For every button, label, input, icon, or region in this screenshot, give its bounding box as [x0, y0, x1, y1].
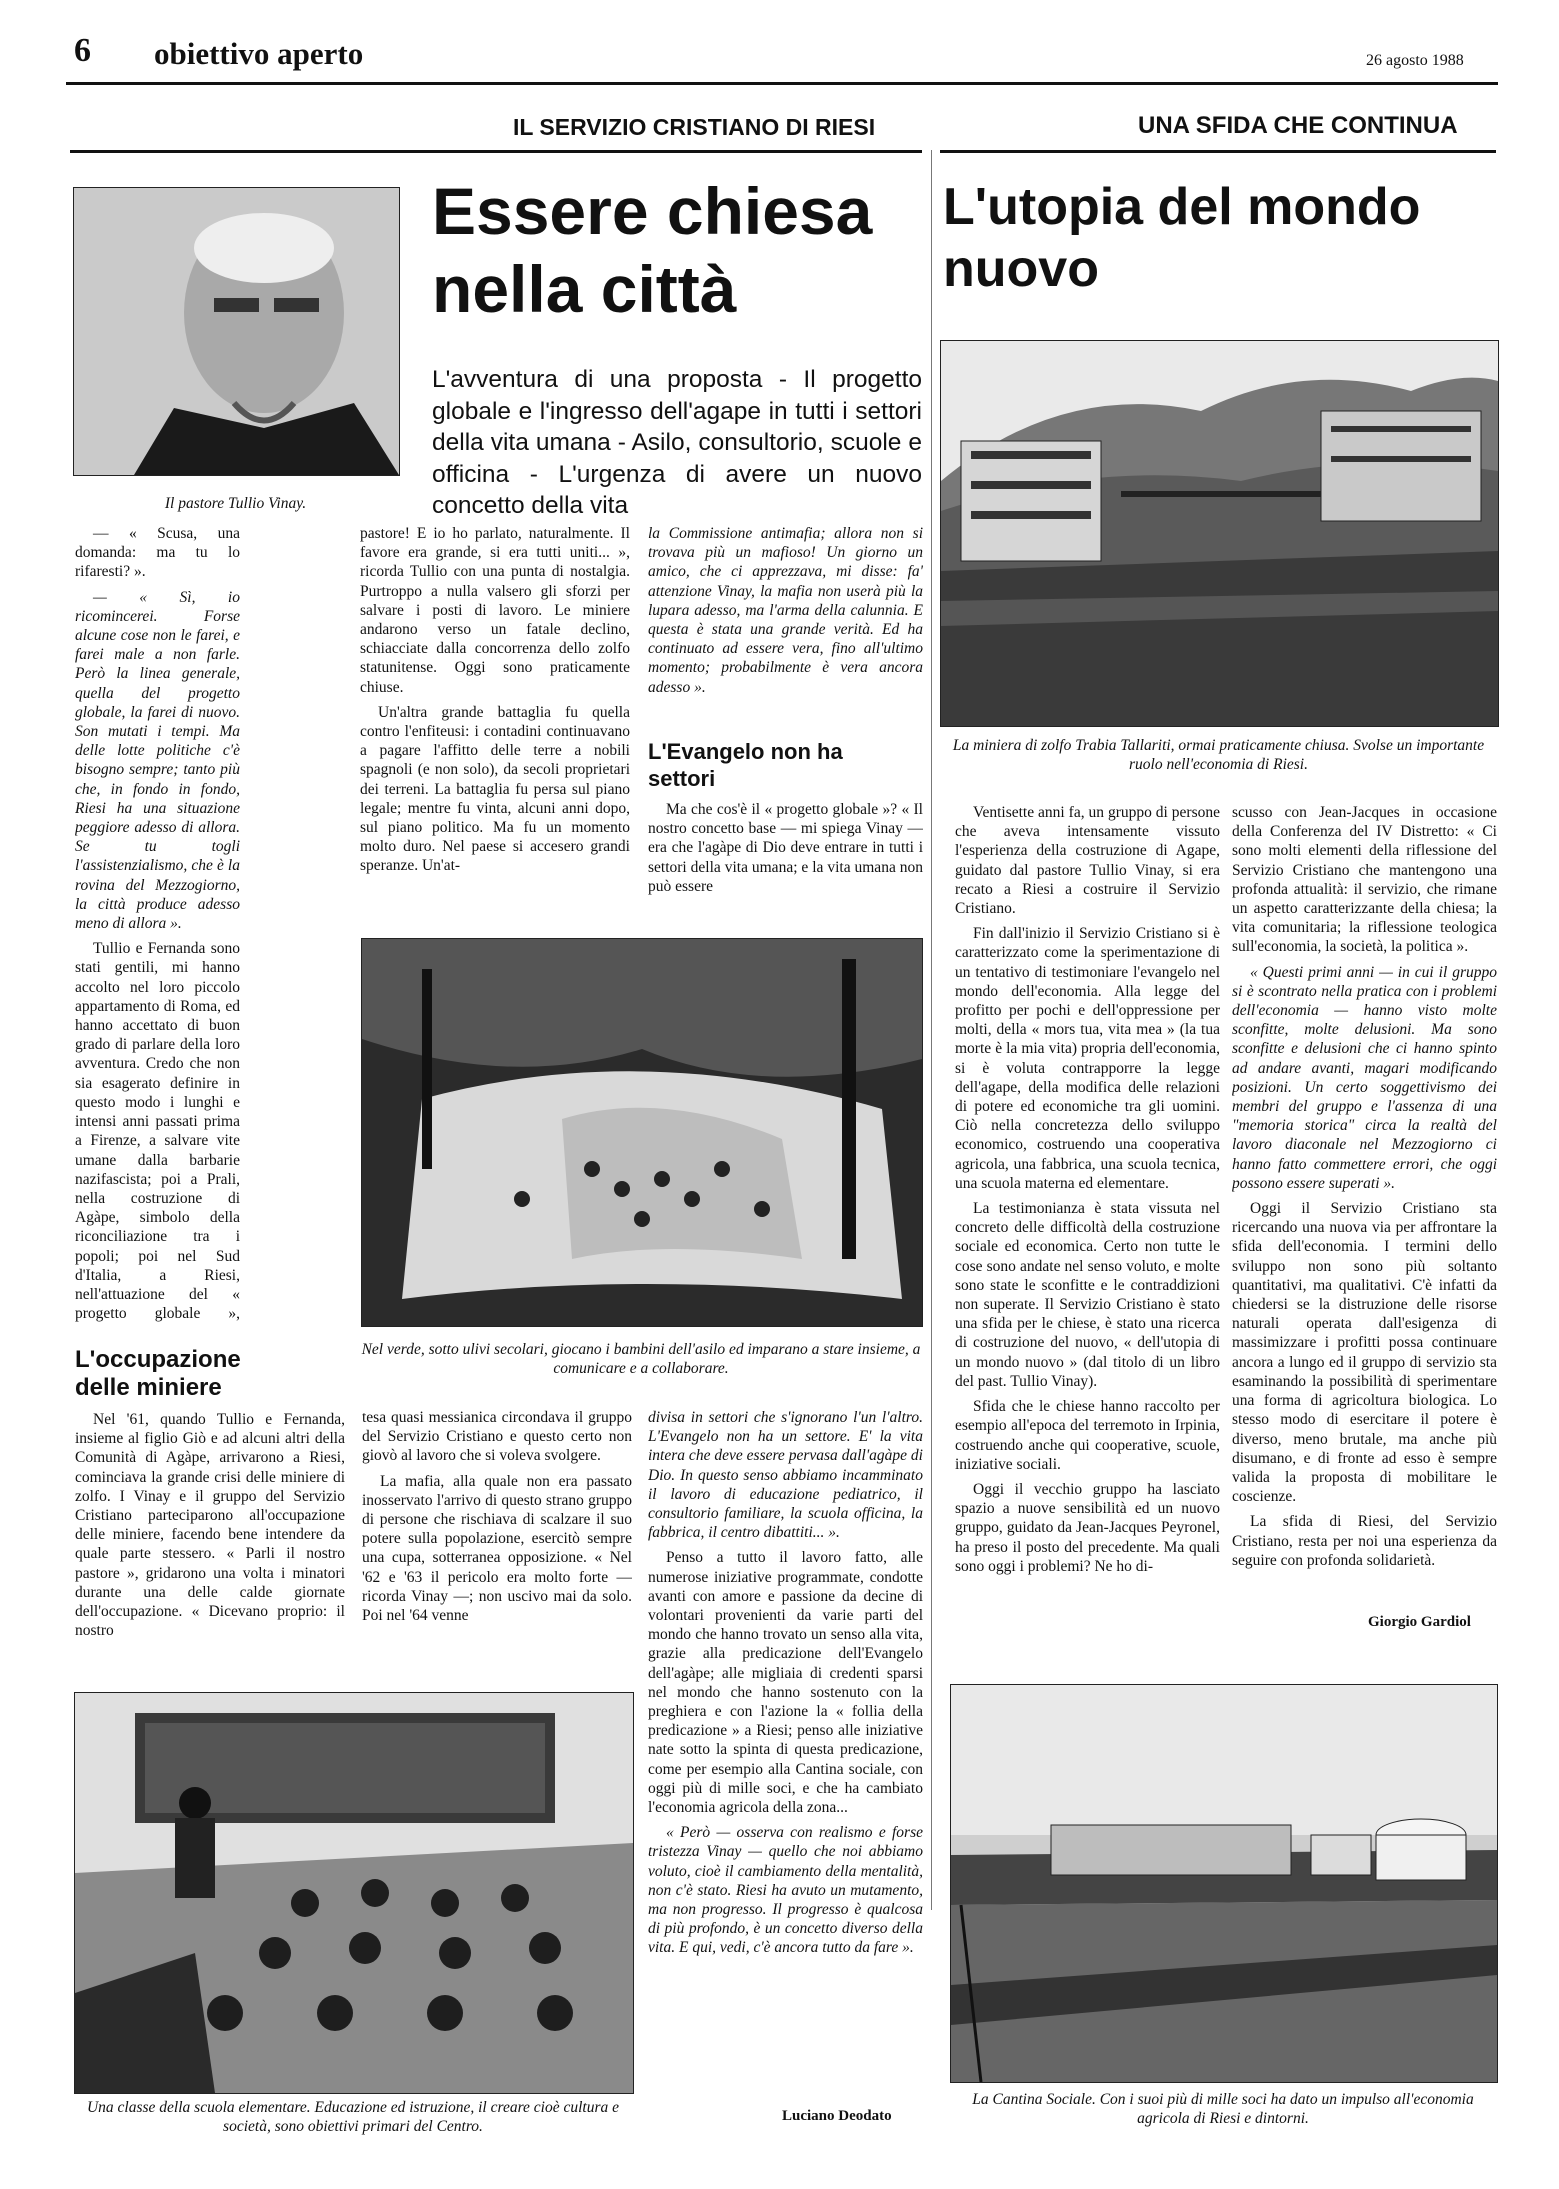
article2-headline: L'utopia del mondo nuovo	[943, 178, 1421, 298]
article2-column-1: Ventisette anni fa, un gruppo di persone che aveva intensamente vissuto l'esperienza della costruzione di Agape, guidato dal pastore Tullio Vinay, si era recato a Riesi a costruire il Servizio Cristiano. Fin dall'inizio il Servizio Cristiano si è caratterizzato come la sperimentazione di un tentativo di testimoniare l'evangelo nel mondo dell'economia. Alla legge del profitto per pochi e dell'oppressione per molti, della « mors tua, vita mea » (la tua morte è la mia vita) propria dell'economia, si è voluta contrapporre la legge dell'agape, della modifica delle relazioni di potere ed economiche tra gli uomini. Ciò nella concretezza dello sviluppo economico, costruendo una cooperativa agricola, una fabbrica, una scuola tecnica, una scuola materna ed elementare. La testimonianza è stata vissuta nel concreto delle difficoltà della costruzione sociale ed economica. Certo non tutte le cose sono andate nel senso voluto, e molte sono state le sconfitte e le contraddizioni non superate. Il Servizio Cristiano è stato una sfida per le chiese, è stato una ricerca di costruzione del nuovo, « dell'utopia di un mondo nuovo » (dal titolo di un libro del past. Tullio Vinay). Sfida che le chiese hanno raccolto per esempio all'epoca del terremoto in Irpinia, costruendo anche qui cooperative, scuole, iniziative sociali. Oggi il vecchio gruppo ha lasciato spazio a nuove sensibilità ed un nuovo gruppo, guidato da Jean-Jacques Peyronel, ha preso il posto del precedente. Ma quali sono oggi i problemi? Ne ho di-	[955, 804, 1220, 1575]
column-divider	[931, 150, 932, 1910]
article1-standfirst: L'avventura di una proposta - Il progetto globale e l'ingresso dell'agape in tutti i settori della vita umana - Asilo, consultorio, scuole e officina - L'urgenza di avere un nuovo concetto della vita	[432, 366, 922, 519]
header-rule	[66, 82, 1498, 85]
subhead-evangelo: L'Evangelo non ha settori	[648, 739, 843, 791]
portrait-caption: Il pastore Tullio Vinay.	[164, 495, 307, 512]
kindergarten-photo	[361, 938, 923, 1327]
classroom-photo	[74, 1692, 634, 2094]
article1-column-1b: Nel '61, quando Tullio e Fernanda, insieme al figlio Giò e ad alcuni altri della Comunità di Agàpe, arrivarono a Riesi, cominciava la grande crisi delle miniere di zolfo. I Vinay e il gruppo del Servizio Cristiano parteciparono all'occupazione delle miniere, facendo bene intendere da quale parte stessero. « Parli il nostro pastore », gridarono una volta i minatori durante una delle calde giornate dell'occupazione. « Dicevano proprio: il nostro	[75, 1411, 345, 1640]
article1-headline: Essere chiesa nella città	[432, 174, 873, 326]
classroom-photo-caption: Una classe della scuola elementare. Educazione ed istruzione, il creare cioè cultura e società, sono obiettivi primari del Centro.	[86, 2099, 620, 2135]
mine-photo	[940, 340, 1499, 727]
article1-column-1: — « Scusa, una domanda: ma tu lo rifaresti? ». — « Sì, io ricomincerei. Forse alcune cose non le farei, e farei male a non farle. Però la linea generale, quella del progetto globale, la farei di nuovo. Son mutati i tempi. Ma delle lotte politiche c'è bisogno sempre; tanto più che, in fondo in fondo, Riesi ha una situazione peggiore adesso di allora. Se tu togli l'assistenzialismo, che è la rovina del Mezzogiorno, la città produce adesso meno di allora ». Tullio e Fernanda sono stati gentili, mi hanno accolto nel loro piccolo appartamento di Roma, ed hanno accettato di buon grado di parlare della loro avventura. Credo che non sia esagerato definire in questo modo i lunghi e intensi anni passati prima a Firenze, a salvare vite umane dalla barbarie nazifascista; poi a Prali, nella costruzione di Agàpe, simbolo della riconciliazione tra i popoli; poi nel Sud d'Italia, a Riesi, nell'attuazione del « progetto globale »,	[75, 525, 240, 1323]
article1-column-3: la Commissione antimafia; allora non si trovava più un mafioso! Un giorno un amico, che ci apprezzava, mi disse: fa' attenzione Vinay, la mafia non userà più la lupara adesso, ma l'arma della calunnia. E questa è stata una grande verità. Ed ha continuato ad essere vera, fino all'ultimo momento; probabilmente è vera ancora adesso ».	[648, 525, 923, 696]
article1-column-3c: divisa in settori che s'ignorano l'un l'altro. L'Evangelo non ha un settore. E' la vita intera che deve essere pervasa dall'agàpe di Dio. In questo senso abbiamo incamminato il lavoro di educazione pediatrico, il consultorio familiare, la scuola officina, la fabbrica, il centro dibattiti... ». Penso a tutto il lavoro fatto, alle numerose iniziative programmate, condotte avanti con amore e passione da decine di volontari provenienti da varie parti del mondo che hanno trovato un senso alla vita, grazie alla predicazione dell'Evangelo dell'agàpe; alle migliaia di credenti sparsi nel mondo che hanno sostenuto con la preghiera e con l'azione la « follia della predicazione » a Riesi; penso alle iniziative nate sotto la spinta di questa predicazione, come per esempio alla Cantina sociale, con oggi più di mille soci, e che ha cambiato l'economia agricola della zona... « Però — osserva con realismo e forse tristezza Vinay — quello che noi abbiamo voluto, cioè il cambiamento della mentalità, non c'è stato. Riesi ha avuto un mutamento, ma non progresso. Il progresso è qualcosa di più profondo, è un concetto diverso della vita. E qui, vedi, c'è ancora tutto da fare ».	[648, 1409, 923, 1957]
article1-column-2: pastore! E io ho parlato, naturalmente. Il favore era grande, si era tutti uniti... », ricorda Tullio con una punta di nostalgia. Purtroppo a nulla valsero gli sforzi per salvare i posti di lavoro. Le miniere andarono verso un fatale declino, schiacciate dalla concorrenza dello zolfo statunitense. Oggi sono praticamente chiuse. Un'altra grande battaglia fu quella contro l'enfiteusi: i contadini continuavano a pagare l'affitto delle terre a nobili spagnoli (e non solo), da secoli proprietari dei terreni. La battaglia fu persa sul piano legale; mentre fu vinta, alcuni anni dopo, sul piano politico. Ma fu un momento molto duro. Nel paese si accesero grandi speranze. Un'at-	[360, 525, 630, 875]
mine-photo-caption: La miniera di zolfo Trabia Tallariti, ormai praticamente chiusa. Svolse un importante ruolo nell'economia di Riesi.	[952, 737, 1485, 773]
page-number: 6	[74, 32, 91, 69]
publication-name: obiettivo aperto	[154, 36, 364, 71]
article1-column-3b: Ma che cos'è il « progetto globale »? « Il nostro concetto base — mi spiega Vinay — era che l'agàpe di Dio deve entrare in tutti i settori della vita umana; e la vita umana non può essere	[648, 801, 923, 895]
portrait-photo	[73, 187, 400, 476]
winery-photo	[950, 1684, 1498, 2083]
article1-column-2b: tesa quasi messianica circondava il gruppo del Servizio Cristiano e questo certo non giovò al lavoro che si voleva svolgere. La mafia, alla quale non era passato inosservato l'arrivo di questo strano gruppo di persone che rischiava di scalzare il suo potere sulla popolazione, esercitò sempre una cupa, sotterranea opposizione. « Nel '62 e '63 il pericolo era molto forte — ricorda Vinay —; non uscivo mai da solo. Poi nel '64 venne	[362, 1409, 632, 1625]
kicker-rule-left	[70, 150, 922, 153]
author-gardiol: Giorgio Gardiol	[1368, 1614, 1471, 1630]
kindergarten-photo-caption: Nel verde, sotto ulivi secolari, giocano i bambini dell'asilo ed imparano a stare insieme, a comunicare e a collaborare.	[361, 1341, 921, 1377]
author-deodato: Luciano Deodato	[782, 2108, 892, 2124]
subhead-miniere: L'occupazione delle miniere	[75, 1346, 241, 1401]
article2-column-2: scusso con Jean-Jacques in occasione della Conferenza del IV Distretto: « Ci sono molti elementi della riflessione del Servizio Cristiano che mantengono una profonda attualità: il servizio, che rimane un aspetto caratterizzante della chiesa; la vita comunitaria; la riflessione teologica sull'economia, la società, la politica ». « Questi primi anni — in cui il gruppo si è scontrato nella pratica con i problemi dell'economia — hanno visto molte sconfitte, molte delusioni. Ma sono sconfitte e delusioni che ci hanno spinto ad andare avanti, magari modificando posizioni. Un certo soggettivismo dei membri del gruppo e l'assenza di una "memoria storica" circa la realtà del lavoro diaconale nel Mezzogiorno ci hanno fatto commettere errori, che oggi possono essere superati ». Oggi il Servizio Cristiano sta ricercando una nuova via per affrontare la sfida dell'economia. I termini dello sviluppo non sono più soltanto quantitativi, ma qualitativi. C'è infatti da chiedersi se la distruzione delle risorse naturali operata dall'esigenza di massimizzare i profitti possa continuare ancora a lungo ed il gruppo di servizio sta esaminando la possibilità di sperimentare una forma di agricoltura biologica. Lo stesso modo di esercitare il potere è diverso, meno brutale, ma anche più disumano, e di fronte ad esso è sempre valida la proposta di mobilitare le coscienze. La sfida di Riesi, del Servizio Cristiano, resta per noi una esperienza da seguire con profonda solidarietà.	[1232, 804, 1497, 1569]
kicker-left: IL SERVIZIO CRISTIANO DI RIESI	[513, 114, 876, 140]
winery-photo-caption: La Cantina Sociale. Con i suoi più di mille soci ha dato un impulso all'economia agricola di Riesi e dintorni.	[972, 2091, 1474, 2127]
issue-date: 26 agosto 1988	[1366, 52, 1464, 69]
kicker-right: UNA SFIDA CHE CONTINUA	[1138, 112, 1458, 139]
kicker-rule-right	[940, 150, 1496, 153]
